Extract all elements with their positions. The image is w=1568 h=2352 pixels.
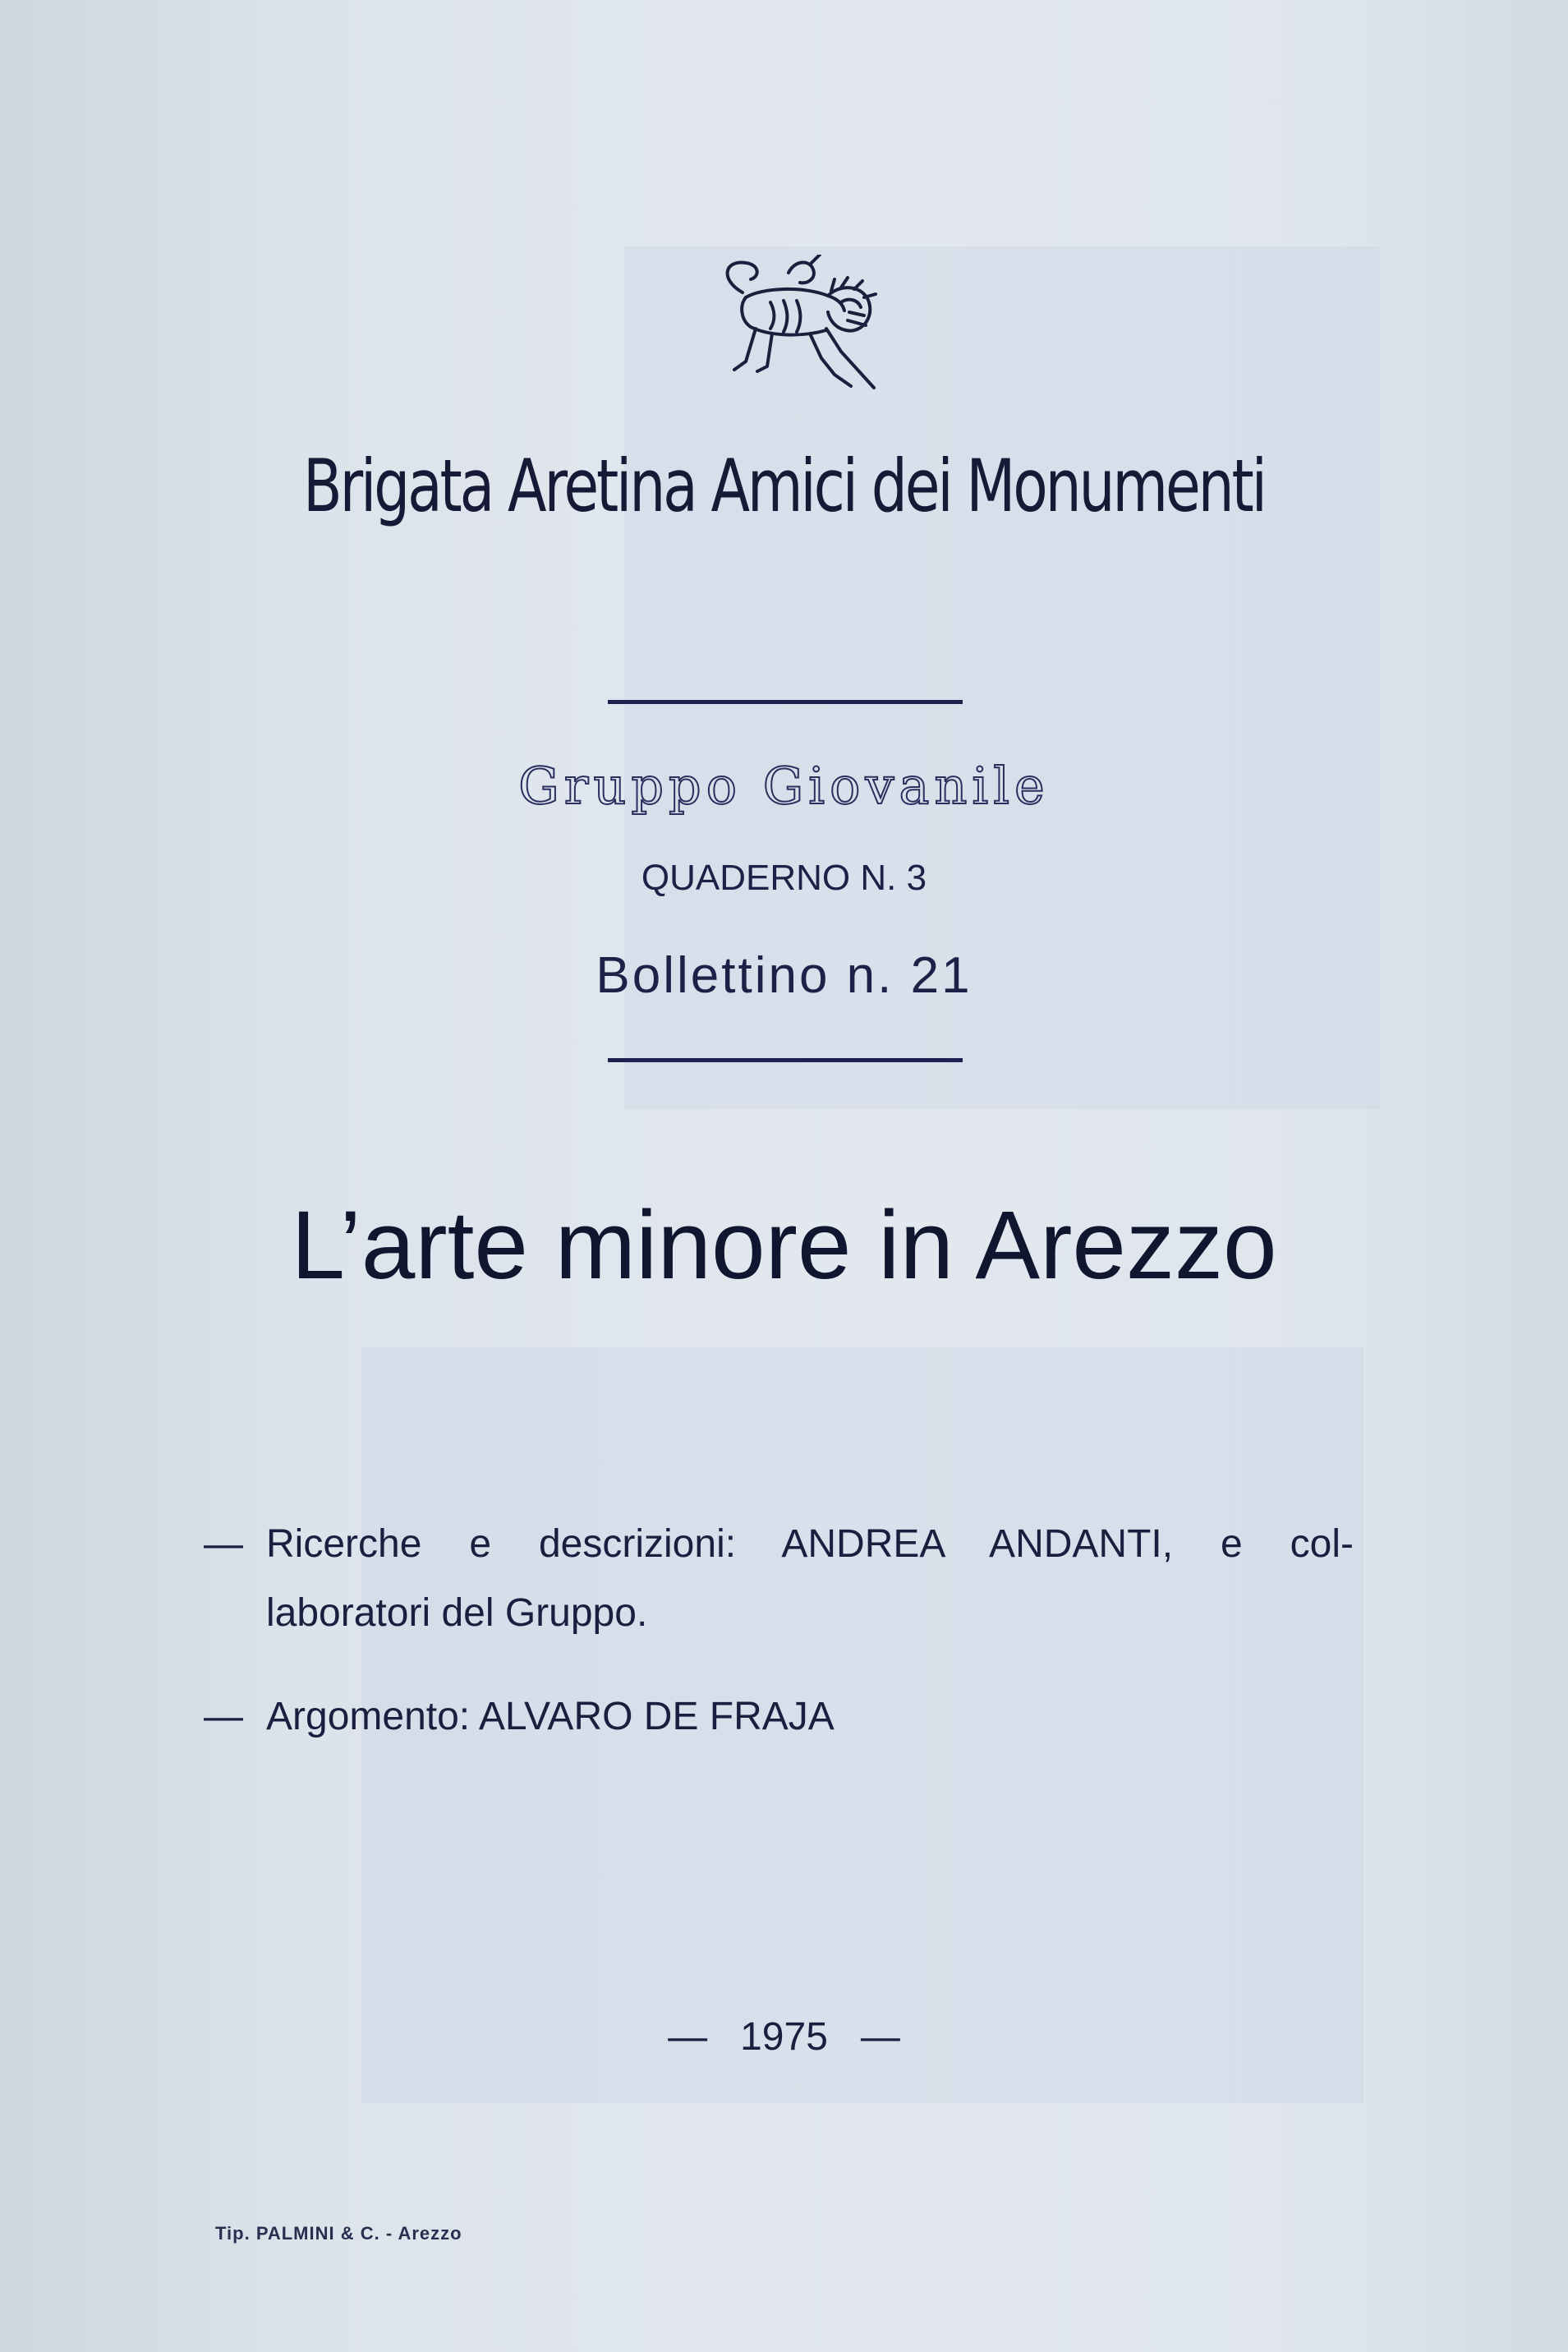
printer-imprint: Tip. PALMINI & C. - Arezzo: [215, 2223, 462, 2244]
year-value: 1975: [740, 2015, 828, 2059]
credit-research-line2: laboratori del Gruppo.: [266, 1591, 648, 1635]
quaderno-number: QUADERNO N. 3: [641, 858, 927, 898]
organization-title: Brigata Aretina Amici dei Monumenti: [303, 444, 1265, 528]
chimera-emblem-icon: [713, 255, 882, 396]
credit-research-label: Ricerche e descrizioni:: [266, 1522, 737, 1566]
credit-research-line1: [266, 1510, 1354, 1579]
document-title: L’arte minore in Arezzo: [291, 1191, 1277, 1300]
bollettino-number: Bollettino n. 21: [595, 947, 973, 1004]
credit-dash: —: [204, 1522, 243, 1566]
credit-argument: [204, 1682, 1354, 1751]
credit-research: [204, 1510, 1354, 1648]
credit-research-line1-end: e col-: [1221, 1522, 1354, 1566]
credit-argument-label: Argomento:: [266, 1695, 471, 1738]
divider-bottom: [608, 1058, 963, 1062]
publication-year: [0, 2014, 1568, 2060]
credit-dash: —: [204, 1695, 243, 1738]
divider-top: [608, 700, 963, 704]
year-dash-right: —: [860, 2015, 900, 2059]
group-name: Gruppo Giovanile: [518, 756, 1050, 816]
year-dash-left: —: [668, 2015, 708, 2059]
credit-research-name: ANDREA ANDANTI,: [781, 1522, 1174, 1566]
credit-argument-name: ALVARO DE FRAJA: [478, 1695, 835, 1738]
